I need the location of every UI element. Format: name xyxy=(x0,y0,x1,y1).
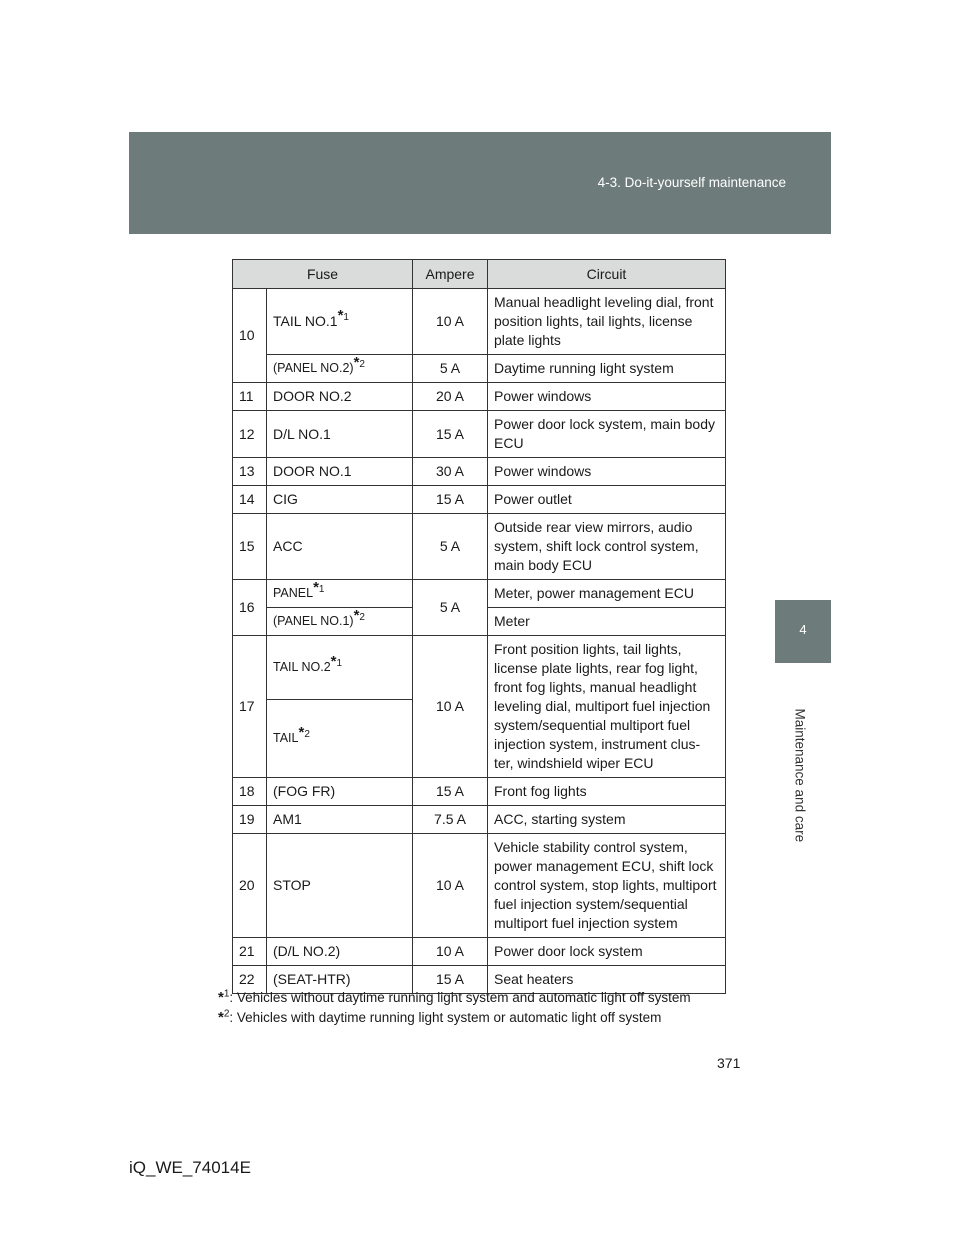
fuse-circuit: Seat heaters xyxy=(488,966,726,994)
table-row xyxy=(233,355,726,383)
table-row xyxy=(233,834,726,938)
fuse-number: 19 xyxy=(233,806,267,834)
document-code: iQ_WE_74014E xyxy=(129,1158,251,1177)
table-row xyxy=(233,383,726,411)
fuse-circuit: Power door lock system, main body ECU xyxy=(488,411,726,458)
fuse-name: CIG xyxy=(267,486,413,514)
fuse-number: 11 xyxy=(233,383,267,411)
fuse-ampere: 15 A xyxy=(413,486,488,514)
table-row xyxy=(233,778,726,806)
fuse-number: 17 xyxy=(233,636,267,778)
table-row xyxy=(233,938,726,966)
chapter-label: Maintenance and care xyxy=(792,708,808,843)
page-number: 371 xyxy=(717,1055,741,1071)
fuse-name: AM1 xyxy=(267,806,413,834)
fuse-ampere: 15 A xyxy=(413,411,488,458)
chapter-number: 4 xyxy=(799,622,807,637)
fuse-circuit: Front fog lights xyxy=(488,778,726,806)
fuse-number: 18 xyxy=(233,778,267,806)
fuse-circuit: Outside rear view mirrors, audio system, shift lock control system, main body ECU xyxy=(488,514,726,580)
fuse-circuit: Meter, power management ECU xyxy=(488,580,726,608)
section-title: 4-3. Do-it-yourself maintenance xyxy=(597,175,786,190)
fuse-circuit: Vehicle stability control system, power management ECU, shift lock control system, stop lights, multiport fuel injection system/sequential multiport fuel injection system xyxy=(488,834,726,938)
fuse-ampere: 7.5 A xyxy=(413,806,488,834)
fuse-circuit: Daytime running light system xyxy=(488,355,726,383)
chapter-tab xyxy=(775,600,831,663)
footnotes xyxy=(218,988,691,1028)
fuse-circuit: Power windows xyxy=(488,383,726,411)
fuse-ampere: 10 A xyxy=(413,834,488,938)
fuse-circuit: Power door lock system xyxy=(488,938,726,966)
fuse-number: 15 xyxy=(233,514,267,580)
table-row xyxy=(233,514,726,580)
fuse-circuit: Power outlet xyxy=(488,486,726,514)
fuse-name: (SEAT-HTR) xyxy=(267,966,413,994)
fuse-ampere: 10 A xyxy=(413,289,488,355)
fuse-ampere: 15 A xyxy=(413,966,488,994)
fuse-number: 16 xyxy=(233,580,267,636)
fuse-name: ACC xyxy=(267,514,413,580)
fuse-ampere: 15 A xyxy=(413,778,488,806)
fuse-circuit: Front position lights, tail lights, license plate lights, rear fog light, front fog lights, manual headlight leveling dial, multiport fuel injection system/sequential multiport fuel injection system, instrument clus-ter, windshield wiper ECU xyxy=(488,636,726,778)
header-ampere: Ampere xyxy=(413,260,488,289)
fuse-ampere: 5 A xyxy=(413,355,488,383)
fuse-circuit: Meter xyxy=(488,608,726,636)
fuse-name: DOOR NO.2 xyxy=(267,383,413,411)
fuse-name: DOOR NO.1 xyxy=(267,458,413,486)
fuse-number: 22 xyxy=(233,966,267,994)
fuse-ampere: 20 A xyxy=(413,383,488,411)
table-row xyxy=(233,806,726,834)
table-row xyxy=(233,486,726,514)
table-row xyxy=(233,289,726,355)
table-row xyxy=(233,636,726,700)
table-row xyxy=(233,411,726,458)
fuse-name: (PANEL NO.2)$^{*2}$ xyxy=(267,355,413,383)
header-band xyxy=(129,132,831,234)
fuse-ampere: 5 A xyxy=(413,580,488,636)
fuse-number: 10 xyxy=(233,289,267,383)
header-circuit: Circuit xyxy=(488,260,726,289)
fuse-name: STOP xyxy=(267,834,413,938)
fuse-ampere: 5 A xyxy=(413,514,488,580)
fuse-ampere: 10 A xyxy=(413,938,488,966)
fuse-number: 14 xyxy=(233,486,267,514)
table-row xyxy=(233,458,726,486)
fuse-name: TAIL NO.2$^{*1}$ xyxy=(267,636,413,700)
footnote: *$^1$: Vehicles without daytime running light system and automatic light off system xyxy=(218,988,691,1006)
fuse-name: (D/L NO.2) xyxy=(267,938,413,966)
fuse-number: 12 xyxy=(233,411,267,458)
fuse-name: TAIL NO.1$^{*1}$ xyxy=(267,289,413,355)
fuse-name: D/L NO.1 xyxy=(267,411,413,458)
fuse-number: 21 xyxy=(233,938,267,966)
table-header-row xyxy=(233,260,726,289)
fuse-circuit: Power windows xyxy=(488,458,726,486)
fuse-circuit: Manual headlight leveling dial, front position lights, tail lights, license plate lights xyxy=(488,289,726,355)
header-fuse: Fuse xyxy=(233,260,413,289)
fuse-name: (PANEL NO.1)$^{*2}$ xyxy=(267,608,413,636)
fuse-number: 20 xyxy=(233,834,267,938)
table-row xyxy=(233,580,726,608)
fuse-name: (FOG FR) xyxy=(267,778,413,806)
footnote: *$^2$: Vehicles with daytime running light system or automatic light off system xyxy=(218,1008,662,1026)
fuse-name: PANEL$^{*1}$ xyxy=(267,580,413,608)
fuse-circuit: ACC, starting system xyxy=(488,806,726,834)
fuse-number: 13 xyxy=(233,458,267,486)
fuse-name: TAIL$^{*2}$ xyxy=(267,699,413,777)
fuse-table xyxy=(232,259,726,994)
fuse-ampere: 10 A xyxy=(413,636,488,778)
fuse-ampere: 30 A xyxy=(413,458,488,486)
